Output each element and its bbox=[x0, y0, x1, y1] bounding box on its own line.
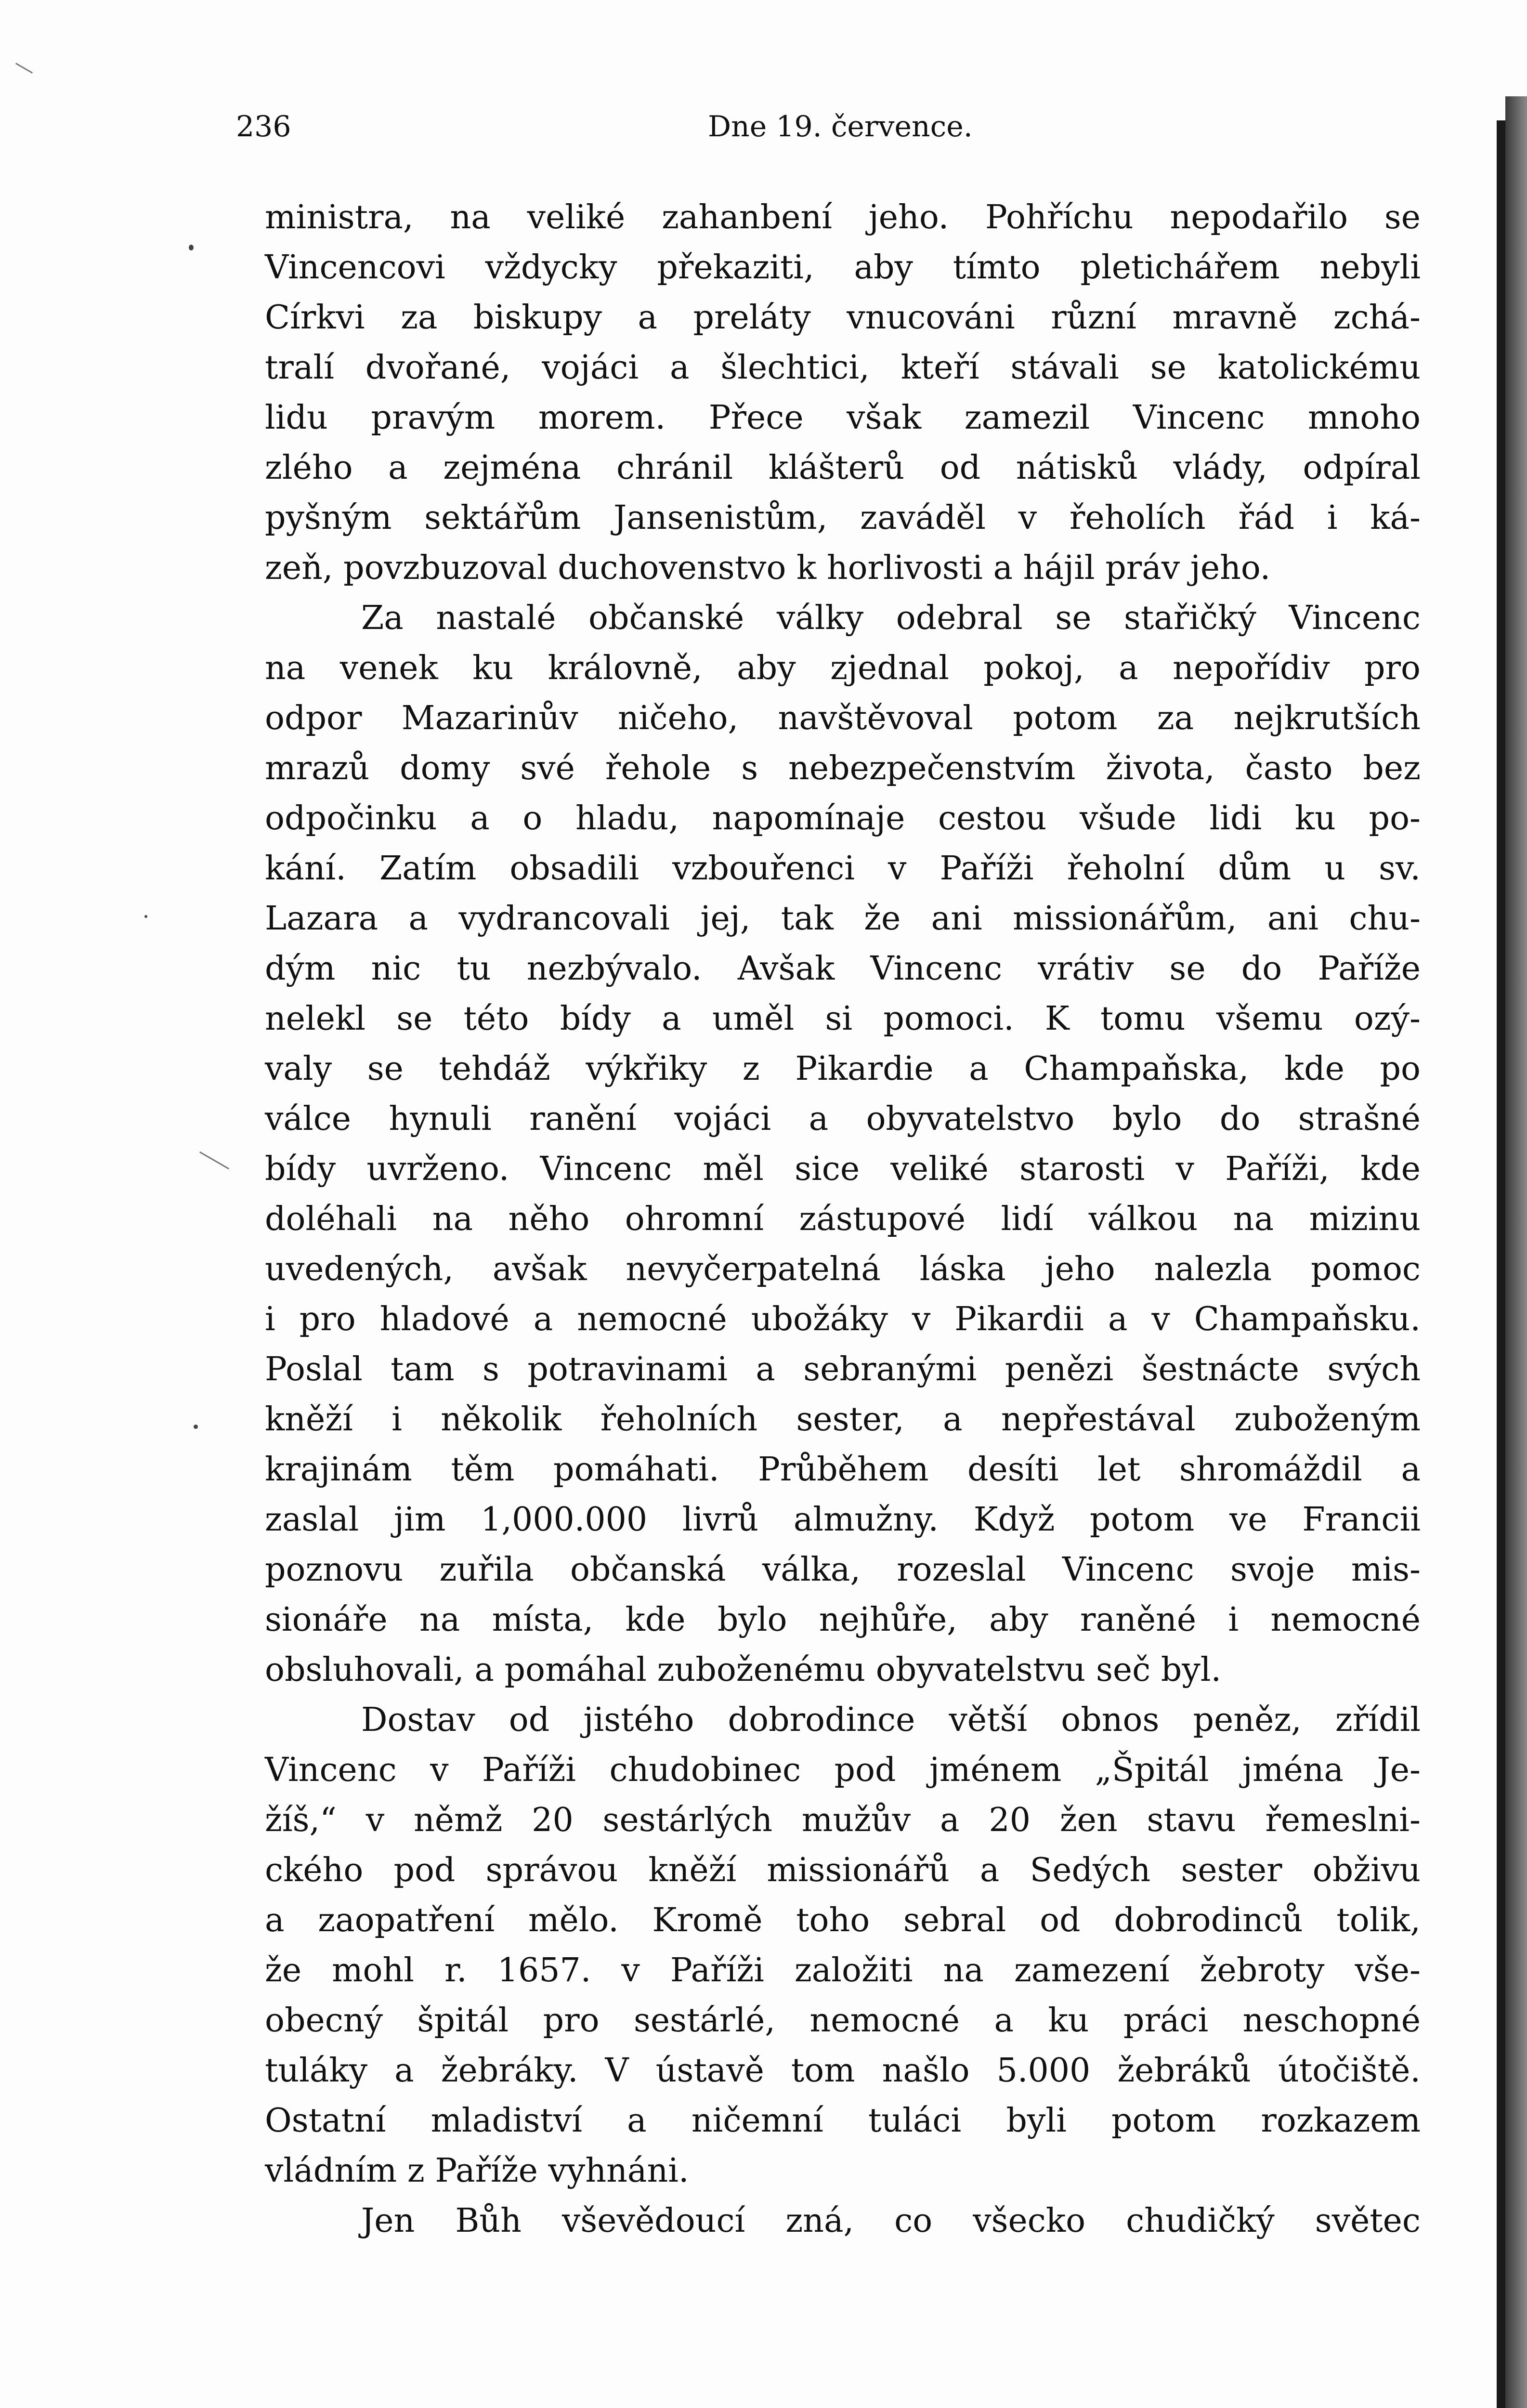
text-line: kněží i několik řeholních sester, a nepřestával zuboženým bbox=[265, 1400, 1421, 1439]
text-line: žíš,“ v němž 20 sestárlých mužův a 20 žen stavu řemeslni- bbox=[265, 1801, 1421, 1839]
text-line: sionáře na místa, kde bylo nejhůře, aby raněné i nemocné bbox=[265, 1601, 1421, 1639]
text-line: tralí dvořané, vojáci a šlechtici, kteří stávali se katolickému bbox=[265, 349, 1421, 387]
page-number: 236 bbox=[236, 110, 291, 144]
text-line: obecný špitál pro sestárlé, nemocné a ku práci neschopné bbox=[265, 2002, 1421, 2040]
text-line: poznovu zuřila občanská válka, rozeslal Vincenc svoje mis- bbox=[265, 1551, 1421, 1589]
paragraph-start-line: Za nastalé občanské války odebral se stařičký Vincenc bbox=[361, 599, 1421, 637]
text-line: zeň, povzbuzoval duchovenstvo k horlivosti a hájil práv jeho. bbox=[265, 549, 1271, 587]
text-line: Ostatní mladiství a ničemní tuláci byli potom rozkazem bbox=[265, 2102, 1421, 2140]
text-line: pyšným sektářům Jansenistům, zaváděl v řeholích řád i ká- bbox=[265, 499, 1421, 537]
text-line: Vincenc v Paříži chudobinec pod jménem „Špitál jména Je- bbox=[265, 1751, 1421, 1789]
text-line: uvedených, avšak nevyčerpatelná láska jeho nalezla pomoc bbox=[265, 1250, 1421, 1288]
running-head: Dne 19. července. bbox=[708, 110, 973, 144]
scan-speck bbox=[194, 1425, 198, 1429]
text-line: že mohl r. 1657. v Paříži založiti na zamezení žebroty vše- bbox=[265, 1951, 1421, 1989]
paragraph-start-line: Jen Bůh vševědoucí zná, co všecko chudičký světec bbox=[361, 2202, 1421, 2240]
text-line: lidu pravým morem. Přece však zamezil Vincenc mnoho bbox=[265, 399, 1421, 437]
text-line: Církvi za biskupy a preláty vnucováni různí mravně zchá- bbox=[265, 299, 1421, 337]
text-line: i pro hladové a nemocné ubožáky v Pikardii a v Champaňsku. bbox=[265, 1300, 1421, 1338]
scan-speck bbox=[144, 915, 147, 918]
page-edge-shadow bbox=[1505, 96, 1527, 2408]
text-line: Poslal tam s potravinami a sebranými penězi šestnácte svých bbox=[265, 1350, 1421, 1388]
scan-mark bbox=[199, 1152, 229, 1170]
text-line: Vincencovi vždycky překaziti, aby tímto pletichářem nebyli bbox=[265, 249, 1421, 287]
page-header bbox=[236, 110, 982, 148]
scan-mark bbox=[15, 63, 33, 74]
text-line: tuláky a žebráky. V ústavě tom našlo 5.000 žebráků útočiště. bbox=[265, 2052, 1421, 2090]
text-line: odpočinku a o hladu, napomínaje cestou všude lidi ku po- bbox=[265, 799, 1421, 838]
text-line: doléhali na něho ohromní zástupové lidí válkou na mizinu bbox=[265, 1200, 1421, 1238]
text-line: Lazara a vydrancovali jej, tak že ani missionářům, ani chu- bbox=[265, 900, 1421, 938]
text-line: mrazů domy své řehole s nebezpečenstvím života, často bez bbox=[265, 749, 1421, 787]
text-line: dým nic tu nezbývalo. Avšak Vincenc vrátiv se do Paříže bbox=[265, 950, 1421, 988]
text-line: ministra, na veliké zahanbení jeho. Pohříchu nepodařilo se bbox=[265, 198, 1421, 236]
text-line: valy se tehdáž výkřiky z Pikardie a Champaňska, kde po bbox=[265, 1050, 1421, 1088]
page-binding-edge bbox=[1497, 120, 1505, 2408]
text-line: vládním z Paříže vyhnáni. bbox=[265, 2152, 689, 2190]
text-line: zaslal jim 1,000.000 livrů almužny. Když potom ve Francii bbox=[265, 1501, 1421, 1539]
paragraph-start-line: Dostav od jistého dobrodince větší obnos peněz, zřídil bbox=[361, 1701, 1421, 1739]
text-line: zlého a zejména chránil klášterů od nátisků vlády, odpíral bbox=[265, 449, 1421, 487]
text-line: nelekl se této bídy a uměl si pomoci. K tomu všemu ozý- bbox=[265, 1000, 1421, 1038]
text-line: na venek ku královně, aby zjednal pokoj, a nepořídiv pro bbox=[265, 649, 1421, 687]
text-line: odpor Mazarinův ničeho, navštěvoval potom za nejkrutších bbox=[265, 699, 1421, 737]
scan-speck bbox=[189, 245, 194, 250]
text-line: obsluhovali, a pomáhal zuboženému obyvatelstvu seč byl. bbox=[265, 1651, 1222, 1689]
text-line: bídy uvrženo. Vincenc měl sice veliké starosti v Paříži, kde bbox=[265, 1150, 1421, 1188]
text-line: ckého pod správou kněží missionářů a Sedých sester obživu bbox=[265, 1851, 1421, 1889]
text-line: válce hynuli ranění vojáci a obyvatelstvo bylo do strašné bbox=[265, 1100, 1421, 1138]
text-line: krajinám těm pomáhati. Průběhem desíti let shromáždil a bbox=[265, 1451, 1421, 1489]
body-text bbox=[265, 193, 1421, 2246]
text-line: kání. Zatím obsadili vzbouřenci v Paříži řeholní dům u sv. bbox=[265, 850, 1421, 888]
text-line: a zaopatření mělo. Kromě toho sebral od dobrodinců tolik, bbox=[265, 1901, 1421, 1939]
